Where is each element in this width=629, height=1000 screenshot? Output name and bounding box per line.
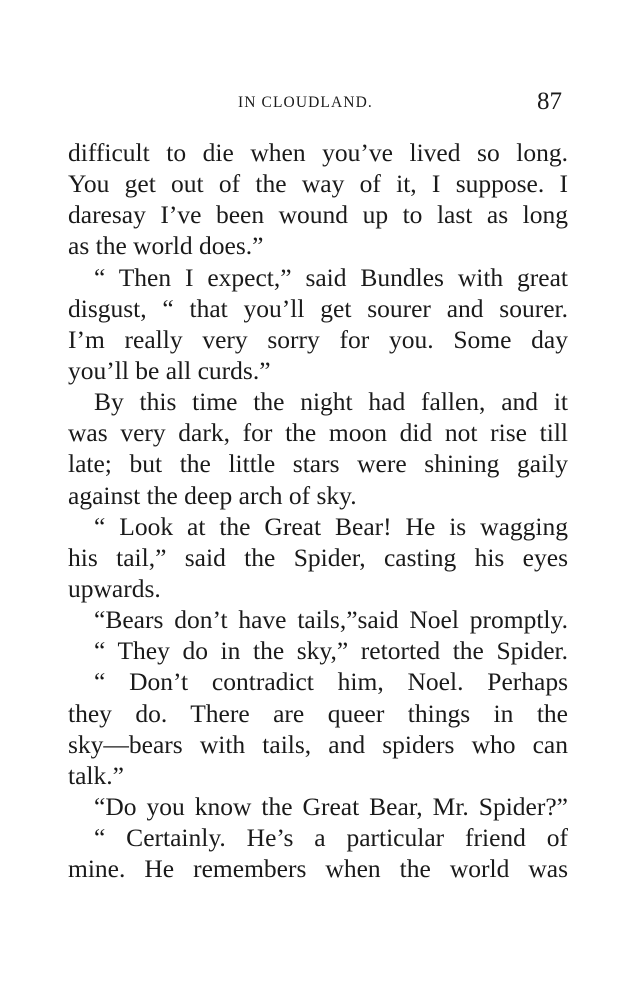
text-line: “ Certainly. He’s a particular friend of: [94, 823, 568, 853]
text-line: sky—bears with tails, and spiders who can: [68, 729, 568, 759]
text-line: difficult to die when you’ve lived so long.: [68, 138, 568, 167]
text-line: against the deep arch of sky.: [68, 480, 357, 510]
text-line: “Bears don’t have tails,”said Noel promptly.: [94, 605, 568, 635]
page-number: 87: [537, 88, 562, 115]
text-line: daresay I’ve been wound up to last as long: [68, 200, 568, 230]
text-line: “ Look at the Great Bear! He is wagging: [94, 511, 568, 541]
text-line: his tail,” said the Spider, casting his eyes: [68, 542, 568, 572]
text-line: By this time the night had fallen, and it: [94, 387, 568, 417]
text-line: “ Don’t contradict him, Noel. Perhaps: [94, 667, 568, 697]
text-line: they do. There are queer things in the: [68, 698, 568, 728]
text-line: you’ll be all curds.”: [68, 355, 271, 385]
text-line: “ Then I expect,” said Bundles with great: [94, 262, 568, 292]
text-line: was very dark, for the moon did not rise till: [68, 418, 568, 448]
text-line: disgust, “ that you’ll get sourer and sourer.: [68, 293, 568, 323]
text-line: “Do you know the Great Bear, Mr. Spider?”: [94, 791, 568, 821]
text-line: “ They do in the sky,” retorted the Spider.: [94, 636, 568, 666]
text-line: You get out of the way of it, I suppose. I: [68, 169, 568, 199]
text-line: upwards.: [68, 573, 161, 603]
text-line: late; but the little stars were shining gaily: [68, 449, 568, 479]
text-line: I’m really very sorry for you. Some day: [68, 324, 568, 354]
body-text: [68, 137, 568, 884]
page-header: [0, 90, 629, 122]
text-line: talk.”: [68, 760, 124, 790]
running-title: IN CLOUDLAND.: [238, 94, 373, 111]
text-line: mine. He remembers when the world was: [68, 854, 568, 884]
text-line: as the world does.”: [68, 231, 264, 261]
